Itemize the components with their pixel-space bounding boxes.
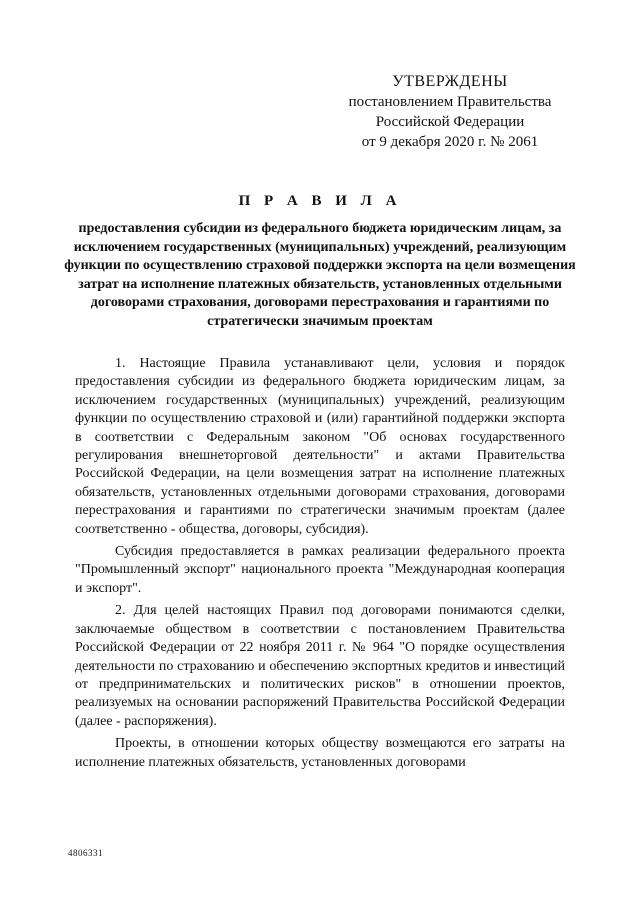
footer-document-code: 4806331 [68,848,103,858]
paragraph: Проекты, в отношении которых обществу возмещаются его затраты на исполнение платежных обязательств, установленных договорами [75,736,565,770]
approval-line-3: от 9 декабря 2020 г. № 2061 [361,134,539,150]
approval-line-1: постановлением Правительства [348,94,552,110]
paragraph: 2. Для целей настоящих Правил под договорами понимаются сделки, заключаемые обществом в соответствии с постановлением Правительства Российской Федерации от 22 ноября 2011 г. № 964 "О порядке осуществления деятельности по страхованию и обеспечению экспортных кредитов и инвестиций от предпринимательских и политических рисков" в отношении проектов, реализуемых на основании распоряжений Правительства Российской Федерации (далее - распоряжения). [75,603,565,729]
paragraph: Субсидия предоставляется в рамках реализации федерального проекта "Промышленный экспорт" национального проекта "Международная кооперация и экспорт". [75,544,565,596]
approval-line-2: Российской Федерации [375,114,525,130]
document-title: П Р А В И Л А [238,193,402,209]
approval-stamp [330,72,570,152]
document-subtitle: предоставления субсидии из федерального бюджета юридическим лицам, за исключением государственных (муниципальных) учреждений, реализующим функции по осуществлению страховой поддержки экспорта на цели возмещения затрат на исполнение платежных обязательств, установленных отдельными договорами страхования, договорами перестрахования и гарантиями по стратегически значимым проектам [64,221,576,329]
document-body [75,355,565,776]
approval-heading: УТВЕРЖДЕНЫ [392,73,508,90]
paragraph: 1. Настоящие Правила устанавливают цели, условия и порядок предоставления субсидии из федерального бюджета юридическим лицам, за исключением государственных (муниципальных) учреждений, реализующим функции по осуществлению страховой и (или) гарантийной поддержки экспорта в соответствии с Федеральным законом "Об основах государственного регулирования внешнеторговой деятельности" и актами Правительства Российской Федерации, на цели возмещения затрат на исполнение платежных обязательств, установленных отдельными договорами страхования, договорами перестрахования и гарантиями по стратегически значимым проектам (далее соответственно - общества, договоры, субсидия). [75,356,565,537]
